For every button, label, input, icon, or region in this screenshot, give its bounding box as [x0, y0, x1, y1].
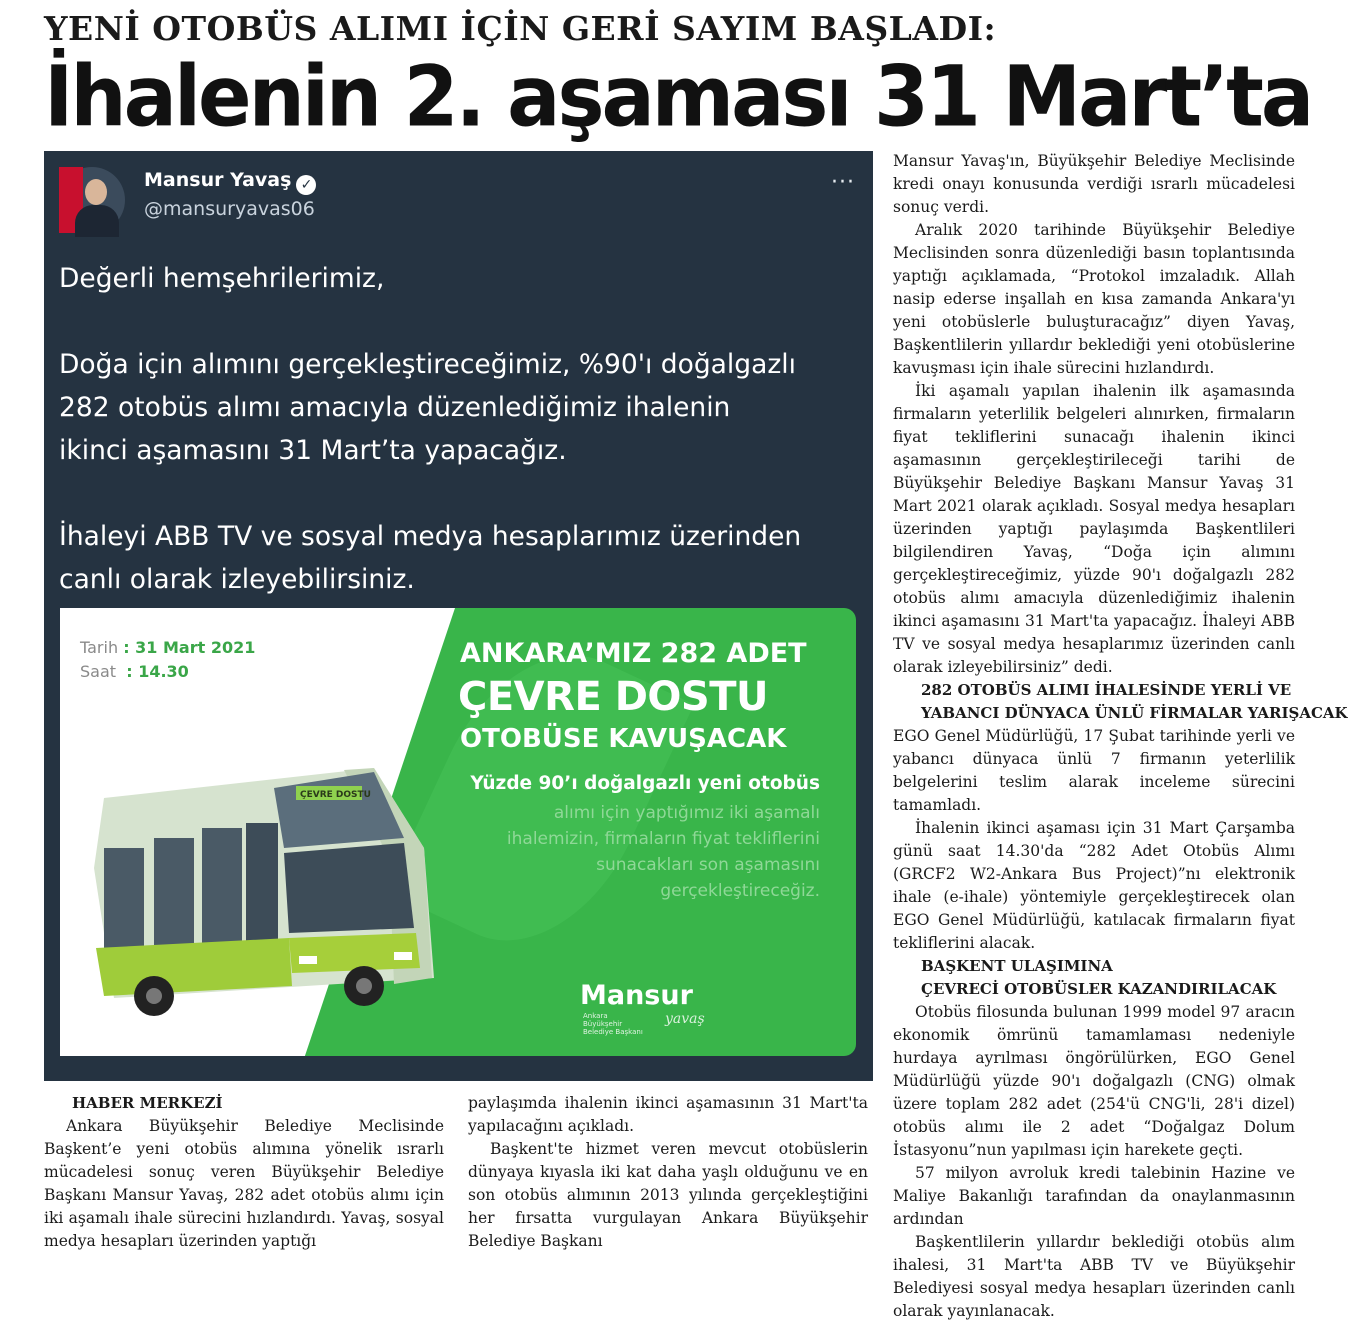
tweet-line: ikinci aşamasını 31 Mart’ta yapacağız. [59, 435, 567, 466]
tweet-line: Değerli hemşehrilerimiz, [59, 263, 385, 294]
paragraph: Başkentlilerin yıllardır beklediği otobüs alım ihalesi, 31 Mart'ta ABB TV ve Büyükşehir Belediyesi sosyal medya hesapları üzerinden canlı olarak yayınlanacak. [893, 1233, 1295, 1320]
paragraph: İhalenin ikinci aşaması için 31 Mart Çarşamba günü saat 14.30'da “282 Adet Otobüs Alımı (GRCF2 W2-Ankara Bus Project)”nı elektronik ihale (e-ihale) yöntemiyle gerçekleştirecek olan EGO Genel Müdürlüğü, katılacak firmaların fiyat tekliflerini alacak. [893, 819, 1295, 952]
bus-illustration [74, 728, 454, 1028]
byline: HABER MERKEZİ [72, 1094, 223, 1112]
tweet-line: 282 otobüs alımı amacıyla düzenlediğimiz ihalenin [59, 392, 731, 423]
poster-brand-subtitle: Ankara Büyükşehir Belediye Başkanı [583, 1012, 643, 1036]
poster-signature: yavaş [665, 1011, 705, 1027]
poster-line-3: OTOBÜSE KAVUŞACAK [460, 724, 787, 754]
article-column-2 [468, 1092, 868, 1253]
poster-line-2: ÇEVRE DOSTU [458, 674, 768, 720]
poster-subtitle: Yüzde 90’ı doğalgazlı yeni otobüs [470, 773, 820, 794]
paragraph: Mansur Yavaş'ın, Büyükşehir Belediye Meclisinde kredi onayı konusunda verdiği ısrarlı mücadelesi sonuç verdi. [893, 152, 1295, 216]
main-headline: İhalenin 2. aşaması 31 Mart’ta [44, 48, 1312, 146]
article-column-1 [44, 1092, 444, 1253]
avatar[interactable] [59, 167, 125, 233]
poster-time: Saat : 14.30 [80, 662, 189, 681]
verified-badge-icon: ✓ [296, 175, 316, 195]
tweet-image-poster[interactable] [60, 608, 856, 1056]
tweet-card [44, 151, 873, 1081]
paragraph: İki aşamalı yapılan ihalenin ilk aşamasında firmaların yeterlilik belgeleri alınırken, firmaların fiyat tekliflerini sunacağı ihalenin ikinci aşamasının gerçekleştirileceği tarihi de Büyükşehir Belediye Başkanı Mansur Yavaş 31 Mart 2021 olarak açıkladı. Sosyal medya hesapları üzerinden yaptığı paylaşımda Başkentlileri bilgilendiren Yavaş, “Doğa için alımını gerçekleştireceğimiz, yüzde 90'ı doğalgazlı 282 otobüs alımı amacıyla düzenlediğimiz ihalenin ikinci aşamasını 31 Mart'ta yapacağız. İhaleyi ABB TV ve sosyal medya hesaplarımız üzerinden canlı olarak izleyebilirsiniz” dedi. [893, 382, 1295, 676]
paragraph: EGO Genel Müdürlüğü, 17 Şubat tarihinde yerli ve yabancı dünyaca ünlü 7 firmanın yeterlilik belgelerini teslim alarak inceleme sürecini tamamladı. [893, 727, 1295, 814]
tweet-text [59, 257, 859, 601]
poster-brand-logo: Mansur [580, 980, 693, 1011]
subheading: 282 OTOBÜS ALIMI İHALESİNDE YERLİ VE [921, 681, 1292, 699]
tweet-line: Doğa için alımını gerçekleştireceğimiz, %90'ı doğalgazlı [59, 349, 796, 380]
poster-date: Tarih : 31 Mart 2021 [80, 638, 256, 657]
poster-line-1: ANKARA’MIZ 282 ADET [460, 638, 807, 669]
tweet-line: canlı olarak izleyebilirsiniz. [59, 564, 415, 595]
tweet-author-name[interactable]: Mansur Yavaş ✓ [144, 169, 316, 195]
article-column-3 [893, 150, 1348, 1323]
subheading: ÇEVRECİ OTOBÜSLER KAZANDIRILACAK [921, 980, 1277, 998]
tweet-line: İhaleyi ABB TV ve sosyal medya hesaplarımız üzerinden [59, 521, 802, 552]
paragraph: Aralık 2020 tarihinde Büyükşehir Belediye Meclisinden sonra düzenlediği basın toplantısında yaptığı açıklamada, “Protokol imzaladık. Allah nasip ederse inşallah en kısa zamanda Ankara'yı yeni otobüslerle buluşturacağız” diyen Yavaş, Başkentlilerin yıllardır beklediği yeni otobüslerine kavuşması için ihale sürecini hızlandırdı. [893, 221, 1295, 377]
paragraph: paylaşımda ihalenin ikinci aşamasının 31 Mart'ta yapılacağını açıkladı. [468, 1094, 868, 1135]
paragraph: Başkent'te hizmet veren mevcut otobüslerin dünyaya kıyasla iki kat daha yaşlı olduğunu ve en son otobüs alımının 2013 yılında gerçekleştiğini her fırsatta vurgulayan Ankara Büyükşehir Belediye Başkanı [468, 1140, 868, 1250]
bus-destination-sign: ÇEVRE DOSTU [300, 790, 371, 800]
kicker-headline: YENİ OTOBÜS ALIMI İÇİN GERİ SAYIM BAŞLADI: [44, 9, 997, 48]
more-options-icon[interactable]: ··· [831, 170, 855, 195]
paragraph: 57 milyon avroluk kredi talebinin Hazine ve Maliye Bakanlığı tarafından da onaylanmasının ardından [893, 1164, 1295, 1228]
paragraph: Otobüs filosunda bulunan 1999 model 97 aracın ekonomik ömrünü tamamlaması nedeniyle hurdaya ayrılması öngörülürken, EGO Genel Müdürlüğü yüzde 90'ı doğalgazlı (CNG) olmak üzere toplam 282 adet (254'ü CNG'li, 28'i dizel) otobüs alımı ile 2 adet “Doğalgaz Dolum İstasyonu”nun yapılması için harekete geçti. [893, 1003, 1295, 1159]
subheading: YABANCI DÜNYACA ÜNLÜ FİRMALAR YARIŞACAK [921, 704, 1348, 722]
poster-description: alımı için yaptığımız iki aşamalı ihalemizin, firmaların fiyat tekliflerini sunacakları son aşamasını gerçekleştireceğiz. [506, 803, 820, 901]
tweet-author-handle[interactable]: @mansuryavas06 [144, 198, 315, 220]
paragraph: Ankara Büyükşehir Belediye Meclisinde Başkent’e yeni otobüs alımına yönelik ısrarlı mücadelesi sonuç veren Büyükşehir Belediye Başkanı Mansur Yavaş, 282 adet otobüs alımı için iki aşamalı ihale sürecini hızlandırdı. Yavaş, sosyal medya hesapları üzerinden yaptığı [44, 1117, 444, 1250]
subheading: BAŞKENT ULAŞIMINA [921, 957, 1113, 975]
